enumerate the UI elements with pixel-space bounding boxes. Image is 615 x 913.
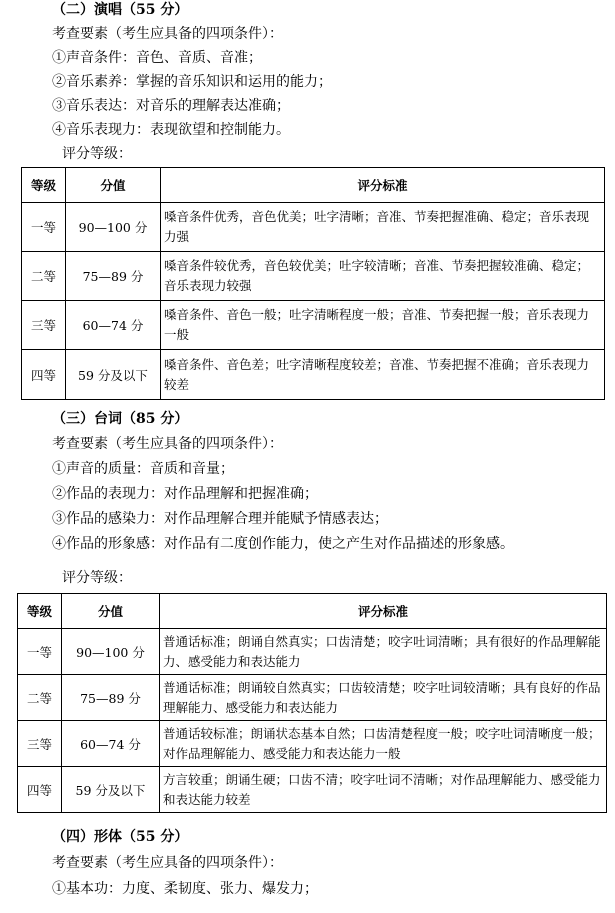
list-item: ②作品的表现力：对作品理解和把握准确； [52, 486, 318, 502]
list-item: ①声音条件：音色、音质、音准； [52, 50, 262, 66]
col-header: 评分标准 [161, 168, 605, 203]
section-intro: 考查要素（考生应具备的四项条件）： [52, 26, 283, 42]
list-item: ③作品的感染力：对作品理解合理并能赋予情感表达； [52, 511, 388, 527]
grade-label: 评分等级： [62, 146, 132, 162]
list-item: ②音乐素养：掌握的音乐知识和运用的能力； [52, 74, 332, 90]
table-row [18, 767, 607, 813]
criteria-cell: 方言较重；朗诵生硬；口齿不清；咬字吐词不清晰；对作品理解能力、感受能力和表达能力较差 [160, 767, 607, 813]
score-cell: 60—74 分 [66, 301, 161, 350]
list-item: ④音乐表现力：表现欲望和控制能力。 [52, 122, 290, 138]
table-row [18, 675, 607, 721]
score-cell: 75—89 分 [66, 252, 161, 301]
grading-table-singing [21, 167, 605, 400]
level-cell: 一等 [18, 629, 62, 675]
score-cell: 75—89 分 [62, 675, 160, 721]
col-header: 等级 [18, 594, 62, 629]
col-header: 等级 [22, 168, 66, 203]
score-cell: 90—100 分 [62, 629, 160, 675]
criteria-cell: 嗓音条件、音色差；吐字清晰程度较差；音准、节奏把握不准确；音乐表现力较差 [161, 350, 605, 400]
list-item: ③音乐表达：对音乐的理解表达准确； [52, 98, 290, 114]
table-row [22, 350, 605, 400]
table-row [18, 629, 607, 675]
criteria-cell: 嗓音条件优秀，音色优美；吐字清晰；音准、节奏把握准确、稳定；音乐表现力强 [161, 203, 605, 252]
section-heading-lines: （三）台词（85 分） [52, 411, 189, 427]
section-heading-physique: （四）形体（55 分） [52, 829, 189, 845]
score-cell: 60—74 分 [62, 721, 160, 767]
table-row [22, 301, 605, 350]
col-header: 分值 [66, 168, 161, 203]
list-item: ①声音的质量：音质和音量； [52, 461, 234, 477]
criteria-cell: 嗓音条件较优秀，音色较优美；吐字较清晰；音准、节奏把握较准确、稳定；音乐表现力较强 [161, 252, 605, 301]
criteria-cell: 普通话较标准；朗诵状态基本自然；口齿清楚程度一般；咬字吐词清晰度一般；对作品理解能力、感受能力和表达能力一般 [160, 721, 607, 767]
level-cell: 一等 [22, 203, 66, 252]
list-item: ①基本功：力度、柔韧度、张力、爆发力； [52, 881, 318, 897]
grading-table-lines [17, 593, 607, 813]
criteria-cell: 嗓音条件、音色一般；吐字清晰程度一般；音准、节奏把握一般；音乐表现力一般 [161, 301, 605, 350]
criteria-cell: 普通话标准；朗诵自然真实；口齿清楚；咬字吐词清晰；具有很好的作品理解能力、感受能力和表达能力 [160, 629, 607, 675]
grade-label: 评分等级： [62, 570, 132, 586]
section-heading-singing: （二）演唱（55 分） [52, 2, 189, 18]
list-item: ④作品的形象感：对作品有二度创作能力，使之产生对作品描述的形象感。 [52, 536, 514, 552]
section-intro: 考查要素（考生应具备的四项条件）： [52, 436, 283, 452]
table-row [18, 721, 607, 767]
col-header: 分值 [62, 594, 160, 629]
score-cell: 59 分及以下 [62, 767, 160, 813]
level-cell: 三等 [22, 301, 66, 350]
table-row [22, 252, 605, 301]
table-row [22, 203, 605, 252]
level-cell: 三等 [18, 721, 62, 767]
criteria-cell: 普通话标准；朗诵较自然真实；口齿较清楚；咬字吐词较清晰；具有良好的作品理解能力、感受能力和表达能力 [160, 675, 607, 721]
level-cell: 四等 [18, 767, 62, 813]
col-header: 评分标准 [160, 594, 607, 629]
score-cell: 59 分及以下 [66, 350, 161, 400]
level-cell: 二等 [18, 675, 62, 721]
level-cell: 二等 [22, 252, 66, 301]
section-intro: 考查要素（考生应具备的四项条件）： [52, 855, 283, 871]
score-cell: 90—100 分 [66, 203, 161, 252]
level-cell: 四等 [22, 350, 66, 400]
